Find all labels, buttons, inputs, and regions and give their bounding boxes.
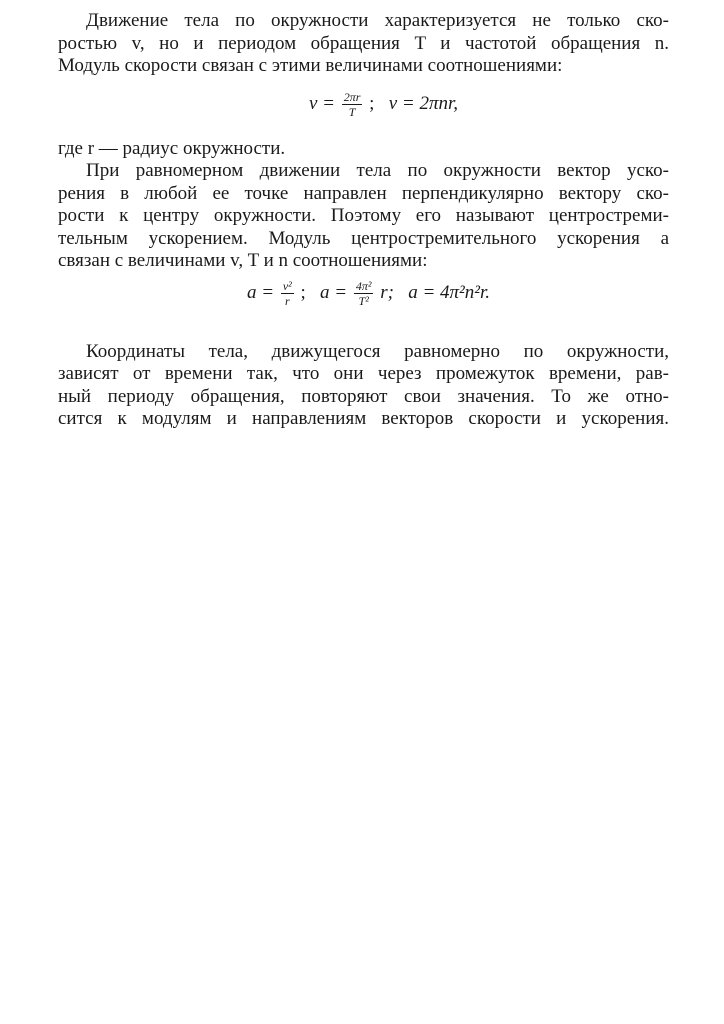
text-line: Координаты тела, движущегося равномерно по окружности, (86, 340, 669, 362)
spacer (58, 331, 669, 341)
formula-term: r; (380, 281, 394, 303)
paragraph-motion-characteristics (58, 10, 669, 78)
text-line: тельным ускорением. Модуль центростремительного ускорения a (58, 227, 669, 249)
formula-separator: ; (369, 92, 375, 114)
fraction-numerator: v² (282, 278, 292, 293)
text-line: зависят от времени так, что они через промежуток времени, рав- (58, 363, 669, 384)
fraction-numerator: 4π² (355, 278, 372, 293)
paragraph-periodicity (58, 341, 669, 431)
text-line: При равномерном движении тела по окружности вектор уско- (86, 160, 669, 181)
formula-term: a = (247, 281, 275, 303)
formula-term: a = 4π²n²r. (408, 281, 490, 303)
fraction (342, 90, 363, 119)
fraction-denominator: T (348, 104, 356, 119)
text-line: связан с величинами v, T и n соотношениями: (58, 250, 428, 271)
formula-separator: ; (300, 281, 306, 303)
text-line: сится к модулям и направлениям векторов скорости и ускорения. (58, 408, 669, 429)
text-line: ный периоду обращения, повторяют свои значения. То же отно- (58, 385, 669, 407)
acceleration-formula (58, 273, 669, 331)
formula-term: v = 2πnr, (388, 92, 459, 114)
paragraph-centripetal-acceleration (58, 160, 669, 273)
fraction-numerator: 2πr (343, 89, 361, 104)
textbook-page (58, 10, 669, 431)
text-line: Модуль скорости связан с этими величинами соотношениями: (58, 55, 563, 76)
velocity-formula (58, 78, 669, 138)
fraction-denominator: r (284, 293, 290, 308)
fraction (281, 279, 294, 308)
radius-definition-line: где r — радиус окружности. (58, 137, 286, 159)
fraction-denominator: T² (358, 293, 369, 308)
fraction (354, 279, 374, 308)
text-line: рения в любой ее точке направлен перпендикулярно вектору ско- (58, 182, 669, 204)
formula-term: v = (308, 92, 335, 114)
formula-term: a = (320, 281, 348, 303)
text-line: ростью v, но и периодом обращения T и частотой обращения n. (58, 32, 669, 54)
text-line: рости к центру окружности. Поэтому его называют центростреми- (58, 205, 669, 226)
text-line: Движение тела по окружности характеризуется не только ско- (86, 10, 669, 31)
